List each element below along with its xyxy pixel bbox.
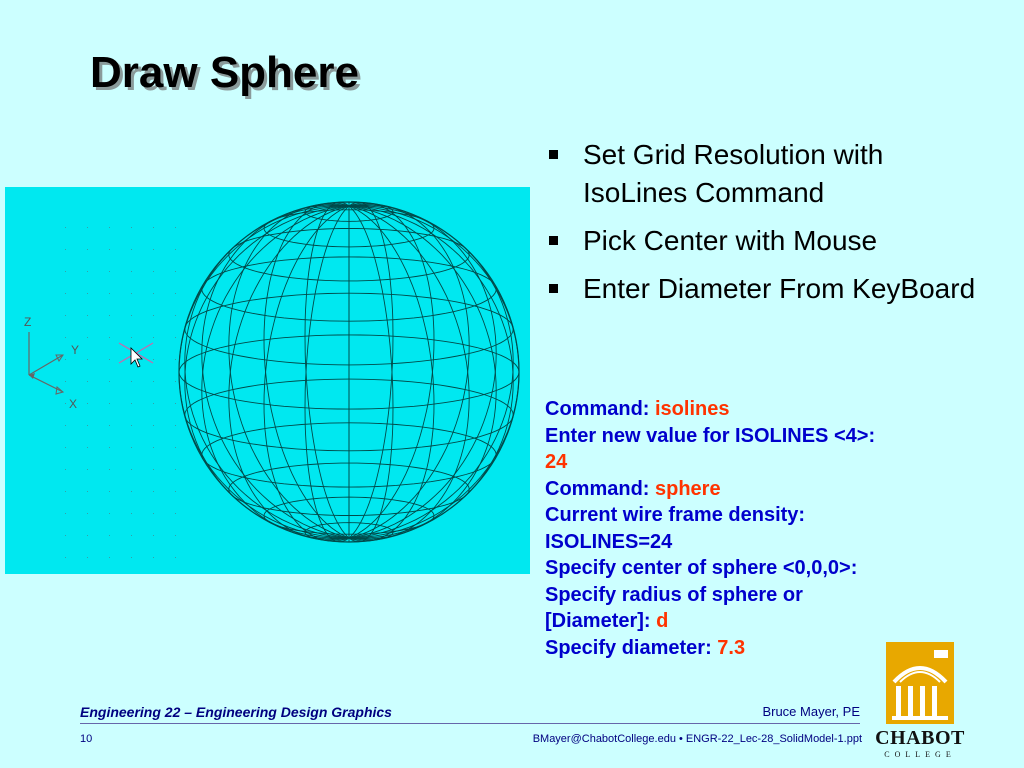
command-line: Specify diameter: 7.3 (545, 636, 746, 659)
footer-course: Engineering 22 – Engineering Design Graphics (80, 704, 392, 720)
command-line: 24 (545, 451, 568, 473)
command-line: Command: sphere (545, 477, 721, 500)
bullet-item: Pick Center with Mouse (545, 222, 985, 260)
chabot-building-icon (886, 642, 954, 724)
command-line: Specify center of sphere <0,0,0>: (545, 557, 858, 579)
bullet-item: Enter Diameter From KeyBoard (545, 270, 985, 308)
command-line: Enter new value for ISOLINES <4>: (545, 424, 876, 447)
bullet-item: Set Grid Resolution with IsoLines Command (545, 136, 985, 212)
center-pick-cursor (119, 343, 153, 367)
chabot-logo (872, 642, 968, 762)
axis-label-y: Y (71, 343, 80, 357)
square-bullet-icon (549, 150, 558, 159)
ucs-axis-icon (24, 315, 79, 411)
axis-label-x: X (69, 397, 78, 411)
sphere-wire (179, 202, 519, 542)
logo-subtitle: COLLEGE (884, 750, 956, 759)
square-bullet-icon (549, 236, 558, 245)
command-line: Command: isolines (545, 398, 730, 420)
cad-viewport (5, 187, 530, 574)
footer-file-info: BMayer@ChabotCollege.edu • ENGR-22_Lec-28_SolidModel-1.ppt (532, 733, 862, 745)
footer-author: Bruce Mayer, PE (762, 704, 860, 719)
footer-divider (80, 723, 860, 724)
sphere-wireframe (5, 187, 530, 574)
slide-title: Draw Sphere (90, 48, 359, 97)
command-line: Specify radius of sphere or (545, 583, 803, 606)
logo-name: CHABOT (875, 727, 965, 749)
square-bullet-icon (549, 284, 558, 293)
axis-label-z: Z (24, 315, 32, 329)
command-transcript (545, 396, 985, 661)
page-number: 10 (80, 733, 93, 745)
bullet-list (545, 136, 985, 318)
grid-dots (65, 227, 176, 558)
command-line: [Diameter]: d (545, 610, 669, 632)
command-line: ISOLINES=24 (545, 530, 673, 553)
command-line: Current wire frame density: (545, 504, 806, 526)
